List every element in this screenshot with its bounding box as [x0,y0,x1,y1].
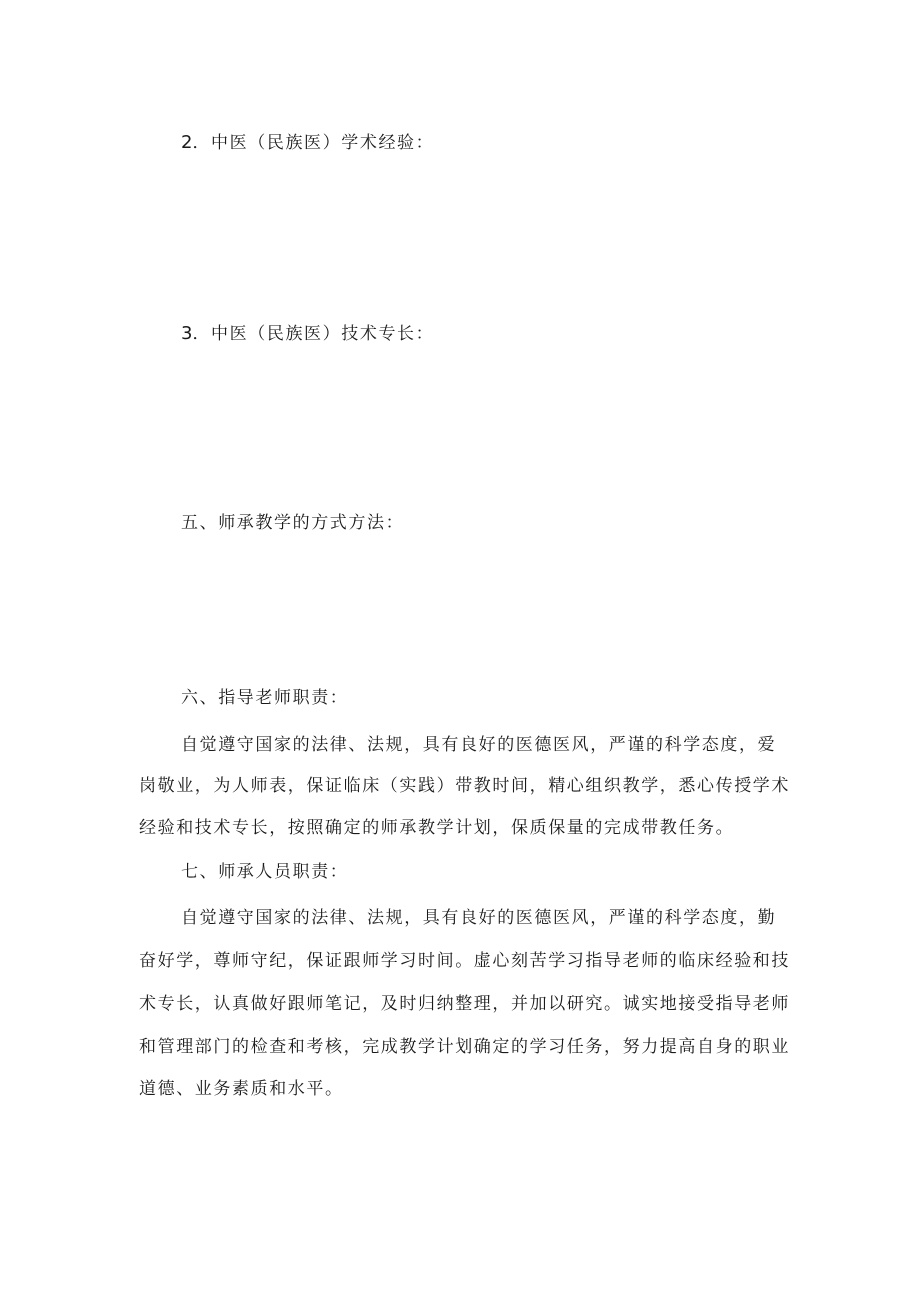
item-2-text: ．中医（民族医）学术经验： [192,133,435,153]
item-3-text: ．中医（民族医）技术专长： [192,324,435,344]
item-2-heading [181,133,434,153]
section-7-line-2: 奋好学，尊师守纪，保证跟师学习时间。虚心刻苦学习指导老师的临床经验和技 [139,951,790,971]
section-5-heading: 五、师承教学的方式方法： [181,513,405,533]
section-7-line-5: 道德、业务素质和水平。 [139,1079,344,1099]
item-3-number: 3 [181,323,193,344]
item-2-number: 2 [181,132,193,153]
section-6-line-2: 岗敬业，为人师表，保证临床（实践）带教时间，精心组织教学，悉心传授学术 [139,776,790,796]
section-7-line-4: 和管理部门的检查和考核，完成教学计划确定的学习任务，努力提高自身的职业 [139,1037,790,1057]
section-6-heading: 六、指导老师职责： [181,688,349,708]
section-7-line-1: 自觉遵守国家的法律、法规，具有良好的医德医风，严谨的科学态度，勤 [181,908,777,928]
section-7-heading: 七、师承人员职责： [181,862,349,882]
item-3-heading [181,324,434,344]
section-7-line-3: 术专长，认真做好跟师笔记，及时归纳整理，并加以研究。诚实地接受指导老师 [139,994,790,1014]
section-6-line-3: 经验和技术专长，按照确定的师承教学计划，保质保量的完成带教任务。 [139,818,735,838]
section-6-line-1: 自觉遵守国家的法律、法规，具有良好的医德医风，严谨的科学态度，爱 [181,735,777,755]
